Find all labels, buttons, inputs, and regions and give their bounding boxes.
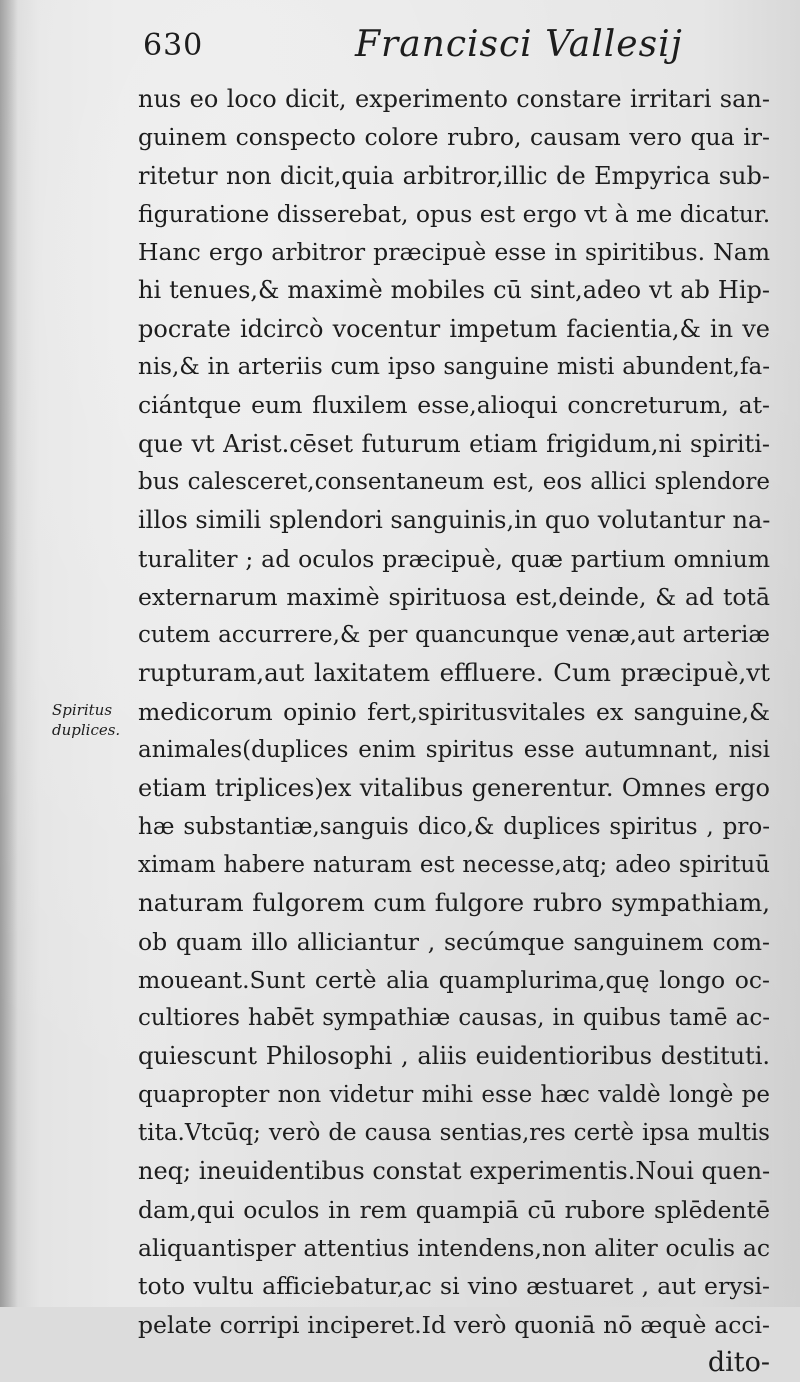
text-line: cultiores habēt sympathiæ causas, in quibus tamē ac- [138,1005,770,1032]
text-line: etiam triplices)ex vitalibus generentur. Omnes ergo [138,774,770,803]
text-line: tita.Vtcūq; verò de causa sentias,res certè ipsa multis [138,1120,770,1147]
text-line: Hanc ergo arbitror præcipuè esse in spiritibus. Nam [138,238,770,267]
page-gutter-shadow [0,0,18,1307]
text-line: ritetur non dicit,quia arbitror,illic de Empyrica sub- [138,161,770,190]
marginal-note [52,700,142,740]
page-number: 630 [143,28,204,63]
text-line: quiescunt Philosophi , aliis euidentioribus destituti. [138,1042,770,1071]
text-line: bus calesceret,consentaneum est, eos allici splendore [138,468,770,495]
running-head [0,18,800,78]
text-line: ciántque eum fluxilem esse,alioqui concreturum, at- [138,391,770,420]
text-line: animales(duplices enim spiritus esse autumnant, nisi [138,737,770,764]
running-title: Francisci Vallesij [355,24,683,65]
text-line: nus eo loco dicit, experimento constare irritari san- [138,85,770,113]
text-line: hæ substantiæ,sanguis dico,& duplices spiritus , pro- [138,813,770,840]
text-line: toto vultu afficiebatur,ac si vino æstuaret , aut erysi- [138,1272,770,1301]
text-line: medicorum opinio fert,spiritusvitales ex sanguine,& [138,697,770,726]
text-line: que vt Arist.cēset futurum etiam frigidum,ni spiriti- [138,429,770,458]
text-line: aliquantisper attentius intendens,non aliter oculis ac [138,1233,770,1262]
text-line: rupturam,aut laxitatem effluere. Cum præcipuè,vt [138,658,770,688]
marginal-note-line: duplices. [52,721,121,739]
text-line: illos simili splendori sanguinis,in quo volutantur na- [138,506,770,535]
text-line: hi tenues,& maximè mobiles cū sint,adeo vt ab Hip- [138,276,770,305]
text-line: externarum maximè spirituosa est,deinde, & ad totā [138,582,770,611]
text-line: cutem accurrere,& per quancunque venæ,aut arteriæ [138,622,770,649]
body-text [138,80,770,1382]
text-line: pocrate idcircò vocentur impetum facientia,& in ve [138,314,770,343]
marginal-note-line: Spiritus [52,701,113,719]
text-line: figuratione disserebat, opus est ergo vt à me dicatur. [138,199,770,228]
text-line: turaliter ; ad oculos præcipuè, quæ partium omnium [138,544,770,573]
text-line: nis,& in arteriis cum ipso sanguine misti abundent,fa- [138,354,770,381]
text-line: dam,qui oculos in rem quampiā cū rubore splēdentē [138,1195,770,1224]
text-line: neq; ineuidentibus constat experimentis.Noui quen- [138,1157,770,1186]
text-line: pelate corripi inciperet.Id verò quoniā nō æquè acci- [138,1310,770,1339]
text-line: ximam habere naturam est necesse,atq; adeo spirituū [138,851,770,878]
text-line: dito- [707,1346,770,1378]
text-line: ob quam illo alliciantur , secúmque sanguinem com- [138,927,770,956]
text-line: naturam fulgorem cum fulgore rubro sympathiam, [138,888,770,918]
text-line: moueant.Sunt certè alia quamplurima,quę longo oc- [138,965,770,994]
text-line: guinem conspecto colore rubro, causam vero qua ir- [138,123,770,152]
text-line: quapropter non videtur mihi esse hæc valdè longè pe [138,1081,770,1108]
